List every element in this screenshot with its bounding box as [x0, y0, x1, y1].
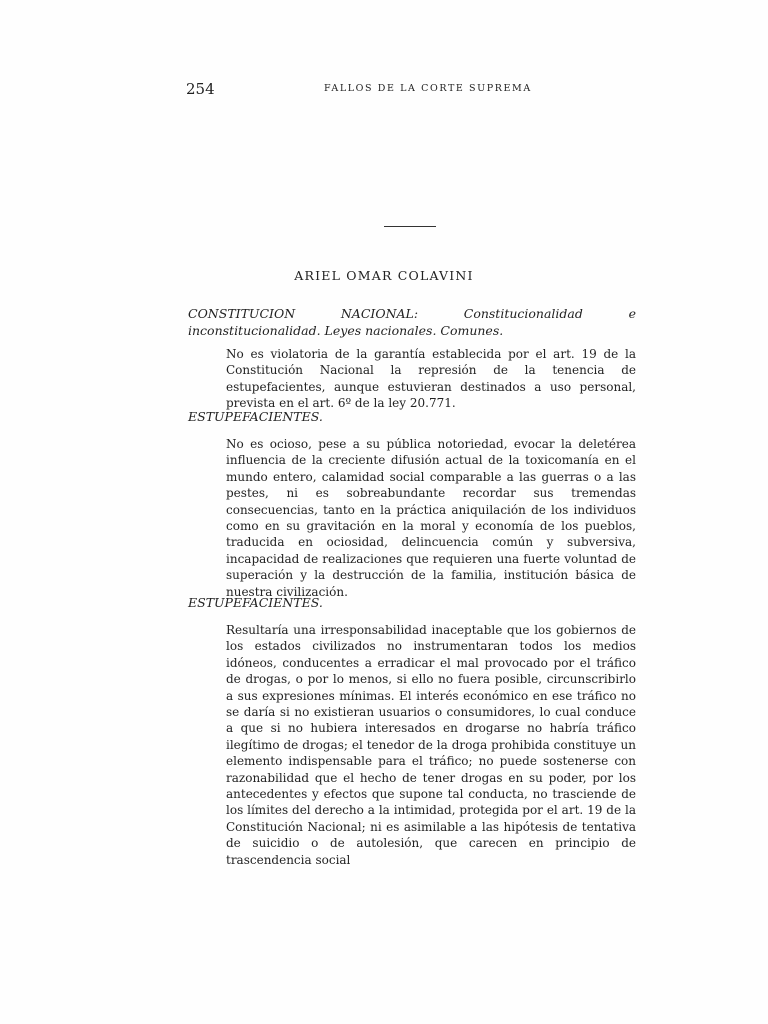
- running-header: FALLOS DE LA CORTE SUPREMA: [324, 83, 532, 94]
- paragraph-constitucion: No es violatoria de la garantía establecida por el art. 19 de la Constitución Nacional la represión de la tenencia de estupefacientes, aunque estuvieran destinados a uso personal, prevista en el art. 6º de la ley 20.771.: [226, 347, 636, 411]
- section-heading-constitucion: CONSTITUCION NACIONAL: Constitucionalidad e inconstitucionalidad. Leyes nacionales. Comunes.: [188, 306, 636, 338]
- paragraph-estupefacientes-1: No es ocioso, pese a su pública notoriedad, evocar la deletérea influencia de la creciente difusión actual de la toxicomanía en el mundo entero, calamidad social comparable a las guerras o a las pestes, ni es sobreabundante recordar sus tremendas consecuencias, tanto en la práctica aniquilación de los individuos como en su gravitación en la moral y economía de los pueblos, traducida en ociosidad, delincuencia común y subversiva, incapacidad de realizaciones que requieren una fuerte voluntad de superación y la destrucción de la familia, institución básica de nuestra civilización.: [226, 437, 636, 599]
- case-title: ARIEL OMAR COLAVINI: [294, 268, 474, 283]
- paragraph-estupefacientes-2: Resultaría una irresponsabilidad inaceptable que los gobiernos de los estados civilizados no instrumentaran todos los medios idóneos, conducentes a erradicar el mal provocado por el tráfico de drogas, o por lo menos, si ello no fuera posible, circunscribirlo a sus expresiones mínimas. El interés económico en ese tráfico no se daría si no existieran usuarios o consumidores, lo cual conduce a que si no hubiera interesados en drogarse no habría tráfico ilegítimo de drogas; el tenedor de la droga prohibida constituye un elemento indispensable para el tráfico; no puede sostenerse con razonabilidad que el hecho de tener drogas en su poder, por los antecedentes y efectos que supone tal conducta, no trasciende de los límites del derecho a la intimidad, protegida por el art. 19 de la Constitución Nacional; ni es asimilable a las hipótesis de tentativa de suicidio o de autolesión, que carecen en principio de trascendencia social: [226, 623, 636, 867]
- section-heading-estupefacientes-2: ESTUPEFACIENTES.: [188, 595, 323, 610]
- page-number: 254: [186, 80, 215, 98]
- section-heading-estupefacientes-1: ESTUPEFACIENTES.: [188, 409, 323, 424]
- section-divider: [384, 226, 436, 227]
